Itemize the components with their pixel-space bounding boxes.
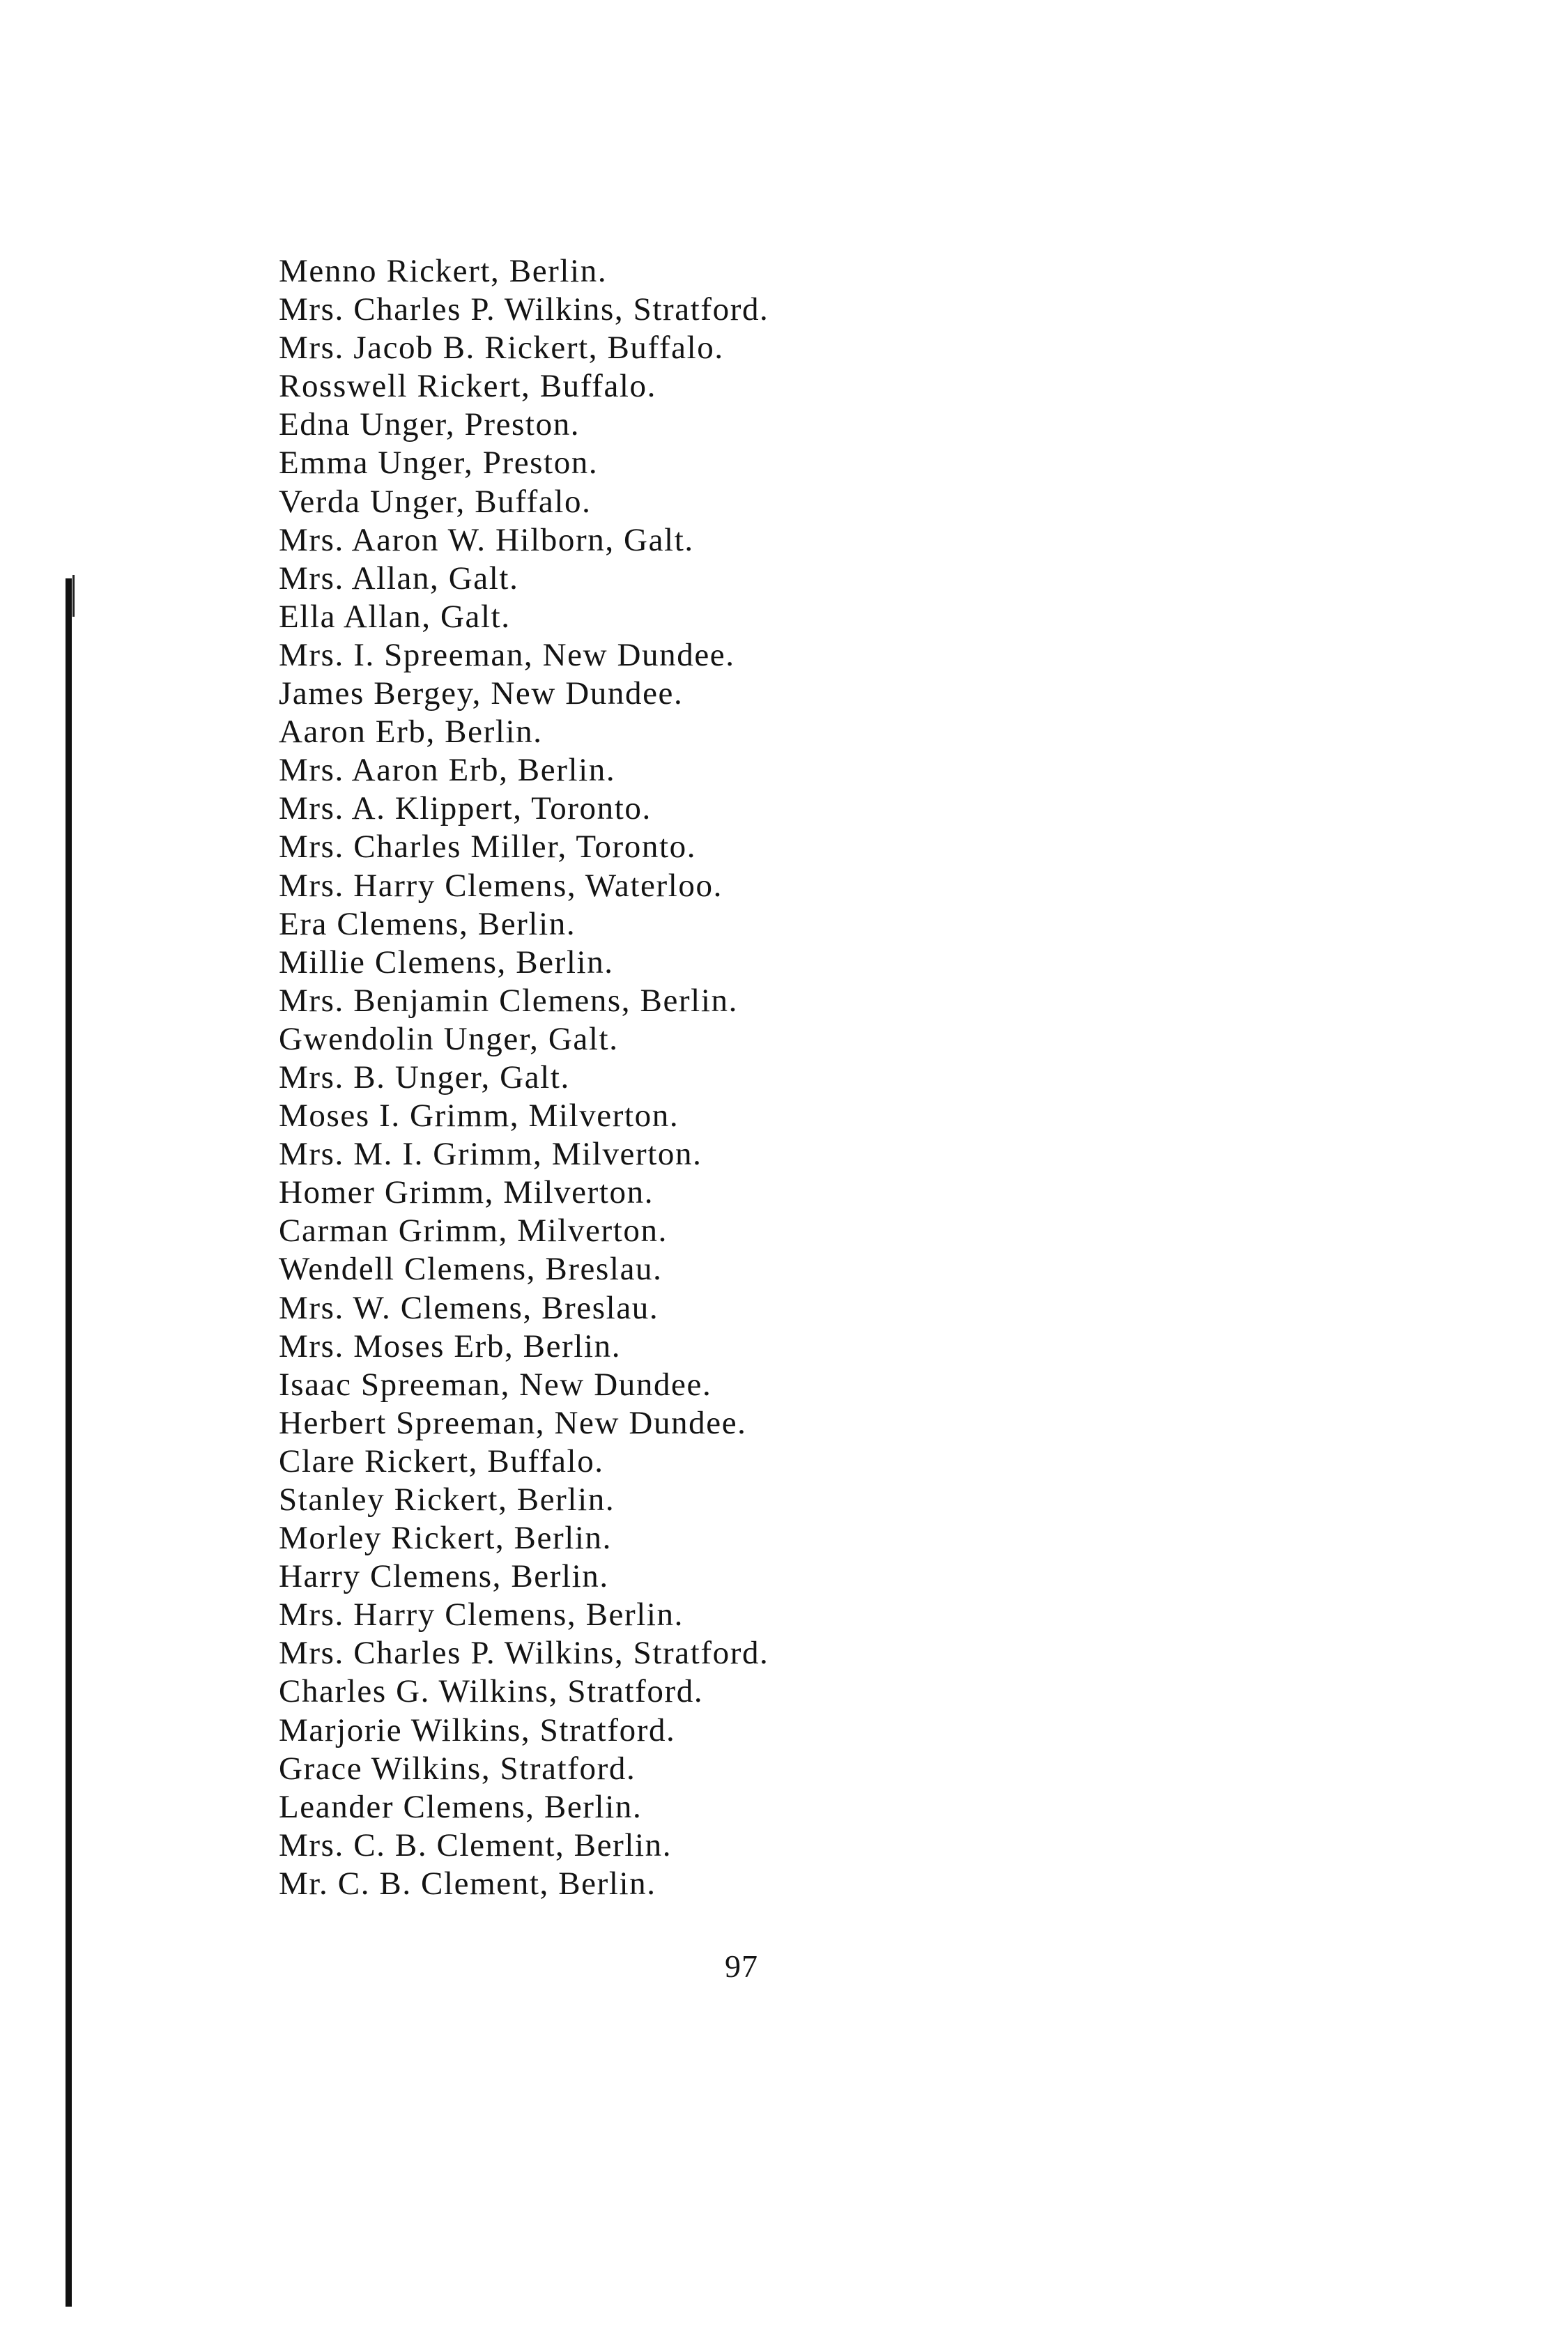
list-item: Grace Wilkins, Stratford. (279, 1750, 636, 1787)
name-list (279, 252, 1519, 1903)
list-item: Aaron Erb, Berlin. (279, 714, 543, 751)
list-item: Mrs. Moses Erb, Berlin. (279, 1328, 622, 1364)
list-item: Isaac Spreeman, New Dundee. (279, 1366, 712, 1403)
list-item: Harry Clemens, Berlin. (279, 1558, 609, 1595)
list-item: Gwendolin Unger, Galt. (279, 1020, 619, 1057)
list-item: Mrs. A. Klippert, Toronto. (279, 790, 652, 827)
list-item: Charles G. Wilkins, Stratford. (279, 1673, 704, 1710)
list-item: Era Clemens, Berlin. (279, 905, 576, 942)
list-item: Emma Unger, Preston. (279, 445, 599, 482)
list-item: Ella Allan, Galt. (279, 598, 511, 635)
binding-edge (66, 578, 72, 2307)
list-item: Mrs. Allan, Galt. (279, 560, 519, 597)
list-item: Mrs. Jacob B. Rickert, Buffalo. (279, 330, 724, 367)
list-item: Mr. C. B. Clement, Berlin. (279, 1865, 656, 1902)
list-item: Mrs. W. Clemens, Breslau. (279, 1289, 659, 1326)
page-number: 97 (725, 1948, 758, 1984)
list-item: Mrs. Charles P. Wilkins, Stratford. (279, 1635, 769, 1672)
list-item: Menno Rickert, Berlin. (279, 253, 608, 289)
binding-mark (72, 575, 75, 617)
list-item: Mrs. Harry Clemens, Waterloo. (279, 867, 723, 904)
list-item: Rosswell Rickert, Buffalo. (279, 368, 657, 405)
list-item: James Bergey, New Dundee. (279, 675, 684, 712)
list-item: Mrs. Aaron Erb, Berlin. (279, 752, 616, 789)
list-item: Mrs. Charles P. Wilkins, Stratford. (279, 291, 769, 328)
list-item: Moses I. Grimm, Milverton. (279, 1098, 679, 1135)
list-item: Stanley Rickert, Berlin. (279, 1482, 615, 1518)
list-item: Herbert Spreeman, New Dundee. (279, 1404, 747, 1441)
list-item: Leander Clemens, Berlin. (279, 1788, 643, 1825)
list-item: Mrs. B. Unger, Galt. (279, 1059, 570, 1095)
list-item: Clare Rickert, Buffalo. (279, 1443, 604, 1479)
list-item: Mrs. I. Spreeman, New Dundee. (279, 636, 735, 673)
list-item: Mrs. Charles Miller, Toronto. (279, 829, 697, 866)
list-item: Mrs. Benjamin Clemens, Berlin. (279, 982, 738, 1019)
list-item: Mrs. Harry Clemens, Berlin. (279, 1597, 684, 1633)
list-item: Marjorie Wilkins, Stratford. (279, 1712, 676, 1748)
list-item: Mrs. M. I. Grimm, Milverton. (279, 1136, 702, 1173)
list-item: Mrs. Aaron W. Hilborn, Galt. (279, 521, 694, 558)
list-item: Verda Unger, Buffalo. (279, 483, 592, 520)
list-item: Millie Clemens, Berlin. (279, 944, 614, 980)
list-item: Carman Grimm, Milverton. (279, 1213, 668, 1249)
list-item: Wendell Clemens, Breslau. (279, 1251, 663, 1288)
list-item: Homer Grimm, Milverton. (279, 1174, 654, 1211)
list-item: Edna Unger, Preston. (279, 406, 581, 443)
list-item: Morley Rickert, Berlin. (279, 1520, 612, 1557)
list-item: Mrs. C. B. Clement, Berlin. (279, 1826, 672, 1863)
